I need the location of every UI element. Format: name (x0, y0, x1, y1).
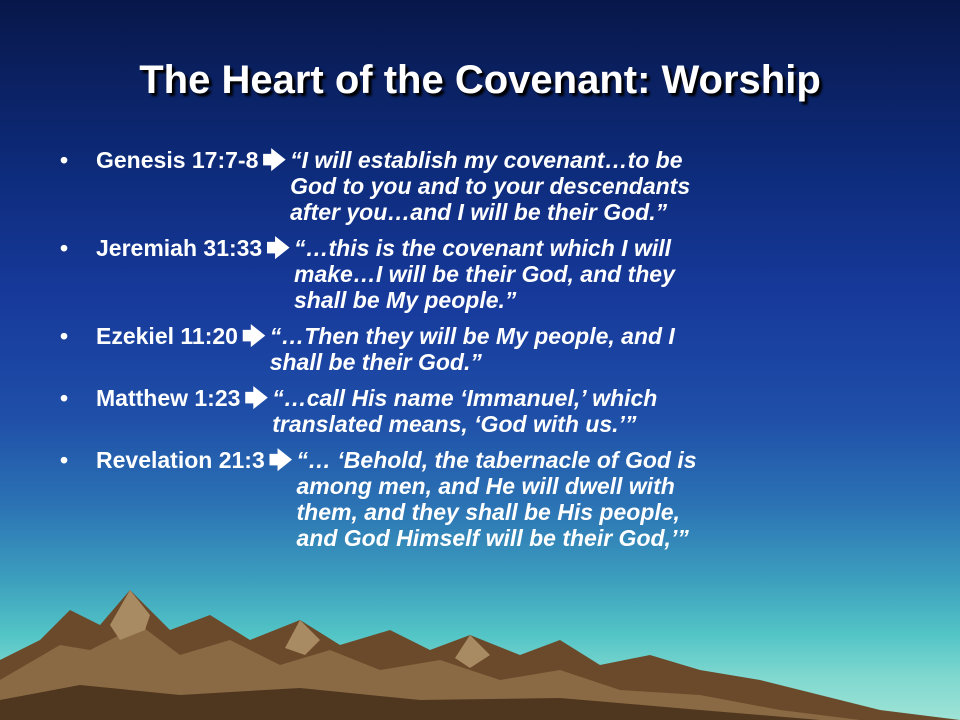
quote-line: “… ‘Behold, the tabernacle of God is (296, 447, 697, 473)
quote-line: “I will establish my covenant…to be (290, 147, 683, 173)
scripture-reference: Ezekiel 11:20 (96, 323, 238, 349)
arrow-right-icon: 🡆 (241, 323, 266, 349)
quote-line: among men, and He will dwell with (296, 473, 675, 499)
quote-line: them, and they shall be His people, (296, 499, 680, 525)
scripture-list (60, 147, 940, 561)
arrow-right-icon: 🡆 (262, 147, 287, 173)
quote-line: make…I will be their God, and they (294, 261, 675, 287)
quote-line: shall be My people.” (294, 287, 517, 313)
scripture-quote (294, 235, 675, 313)
quote-line: “…call His name ‘Immanuel,’ which (272, 385, 658, 411)
quote-line: “…this is the covenant which I will (294, 235, 672, 261)
mountain-range-graphic (0, 570, 960, 720)
scripture-quote (297, 447, 697, 551)
arrow-right-icon: 🡆 (266, 235, 290, 261)
list-item (60, 447, 940, 551)
scripture-quote (272, 385, 657, 437)
bullet-icon: • (60, 235, 69, 261)
list-item (60, 323, 940, 375)
scripture-quote (290, 147, 690, 225)
bullet-icon: • (60, 323, 69, 349)
bullet-icon: • (60, 447, 69, 473)
scripture-reference: Matthew 1:23 (96, 385, 241, 411)
arrow-right-icon: 🡆 (268, 447, 293, 473)
scripture-reference: Revelation 21:3 (96, 447, 265, 473)
quote-line: after you…and I will be their God.” (290, 199, 668, 225)
quote-line: shall be their God.” (269, 349, 482, 375)
list-item (60, 147, 940, 225)
scripture-quote (270, 323, 675, 375)
bullet-icon: • (60, 147, 69, 173)
quote-line: and God Himself will be their God,’” (296, 525, 689, 551)
quote-line: God to you and to your descendants (290, 173, 691, 199)
arrow-right-icon: 🡆 (244, 385, 269, 411)
slide-title: The Heart of the Covenant: Worship (139, 58, 821, 102)
list-item (60, 235, 940, 313)
list-item (60, 385, 940, 437)
quote-line: “…Then they will be My people, and I (269, 323, 675, 349)
quote-line: translated means, ‘God with us.’” (272, 411, 637, 437)
scripture-reference: Genesis 17:7-8 (96, 147, 259, 173)
scripture-reference: Jeremiah 31:33 (96, 235, 263, 261)
bullet-icon: • (60, 385, 69, 411)
